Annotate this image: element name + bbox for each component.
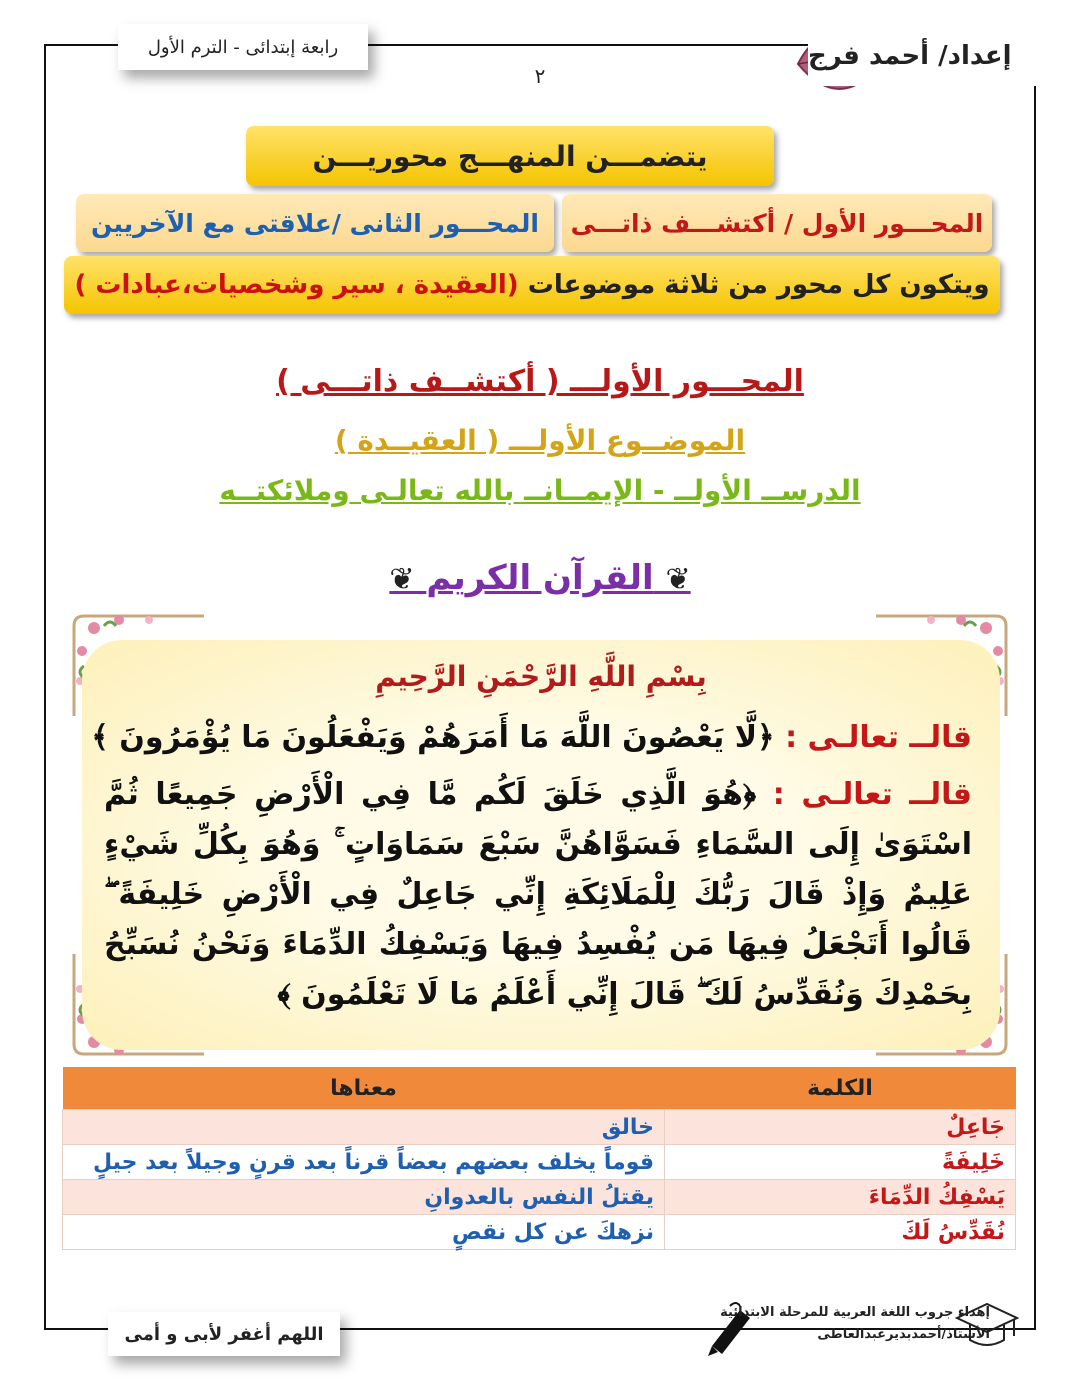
meaning-cell: قوماً يخلف بعضهم بعضاً قرناً بعد قرنٍ وجيلاً بعد جيلٍ [63, 1145, 665, 1180]
axis-two-box [76, 194, 554, 252]
column-header-meaning: معناها [63, 1067, 665, 1110]
dedication [720, 1302, 990, 1346]
axis-heading: المحـــور الأولـــ ( أكتشــف ذاتـــى ) [276, 364, 804, 399]
meaning-cell: خالق [63, 1110, 665, 1145]
topics-summary-list: (العقيدة ، سير وشخصيات،عبادات ) [74, 270, 519, 300]
ornament-left-icon: ❦ [389, 562, 415, 597]
verse-two: ﴿هُوَ الَّذِي خَلَقَ لَكُم مَّا فِي الْأَرْضِ جَمِيعًا ثُمَّ اسْتَوَىٰ إِلَى السَّمَاءِ فَسَوَّاهُنَّ سَبْعَ سَمَاوَاتٍ ۚ وَهُوَ بِكُلِّ شَيْءٍ عَلِيمٌ وَإِذْ قَالَ رَبُّكَ لِلْمَلَائِكَةِ إِنِّي جَاعِلٌ فِي الْأَرْضِ خَلِيفَةً ۖ قَالُوا أَتَجْعَلُ فِيهَا مَن يُفْسِدُ فِيهَا وَيَسْفِكُ الدِّمَاءَ وَنَحْنُ نُسَبِّحُ بِحَمْدِكَ وَنُقَدِّسُ لَكَ ۖ قَالَ إِنِّي أَعْلَمُ مَا لَا تَعْلَمُونَ ﴾ [104, 777, 972, 1012]
ornament-right-icon: ❦ [665, 562, 691, 597]
meaning-cell: نزهكَ عن كل نقصٍ [63, 1215, 665, 1250]
meaning-cell: يقتلُ النفس بالعدوانِ [63, 1180, 665, 1215]
vocabulary-table [62, 1067, 1016, 1250]
table-row [63, 1145, 1016, 1180]
bismillah: بِسْمِ اللَّهِ الرَّحْمَنِ الرَّحِيمِ [375, 660, 707, 693]
said-label: قالــ تعالـى : [785, 720, 972, 755]
graduation-cap-icon [952, 1296, 1022, 1356]
topics-summary [64, 256, 1000, 314]
column-header-word: الكلمة [665, 1067, 1016, 1110]
grade-term-label: رابعة إبتدائى - الترم الأول [118, 24, 368, 70]
verse-one: ﴿لَّا يَعْصُونَ اللَّهَ مَا أَمَرَهُمْ وَيَفْعَلُونَ مَا يُؤْمَرُونَ ﴾ [91, 720, 775, 755]
word-cell: يَسْفِكُ الدِّمَاءَ [665, 1180, 1016, 1215]
said-label: قالــ تعالـى : [772, 777, 972, 812]
quran-heading-label: القرآن الكريم [426, 558, 654, 598]
axis-one-box [562, 194, 992, 252]
lesson-heading: الدرســ الأولــ - الإيمــانــ بالله تعالـى وملائكتــه [219, 474, 861, 507]
dedication-line-1: إهداء جروب اللغة العربية للمرحلة الابتدائية [720, 1305, 990, 1320]
word-cell: خَلِيفَةً [665, 1145, 1016, 1180]
axis-two-label: المحـــور الثانى /علاقتى مع الآخريين [91, 208, 539, 238]
table-row [63, 1110, 1016, 1145]
dedication-line-2: الأستاذ/أحمدبديرعبدالعاطى [817, 1327, 990, 1342]
verse-one-line [91, 720, 972, 755]
topics-summary-prefix: ويتكون كل محور من ثلاثة موضوعات [527, 270, 990, 300]
word-cell: نُقَدِّسُ لَكَ [665, 1215, 1016, 1250]
author-label: إعداد/ أحمد فرج [808, 26, 1048, 86]
word-cell: جَاعِلٌ [665, 1110, 1016, 1145]
axis-one-label: المحـــور الأول / أكتشـــف ذاتـــى [570, 208, 984, 238]
topic-heading: الموضــوع الأولـــ ( العقيــدة ) [334, 424, 746, 457]
table-row [63, 1215, 1016, 1250]
table-row [63, 1180, 1016, 1215]
prayer-label: اللهم أغفر لأبى و أمى [108, 1312, 340, 1356]
verse-two-paragraph [104, 770, 972, 1020]
curriculum-title: يتضمـــن المنهـــج محوريـــن [246, 126, 774, 186]
page-number: ٢ [534, 64, 546, 88]
quran-heading [0, 558, 1080, 598]
